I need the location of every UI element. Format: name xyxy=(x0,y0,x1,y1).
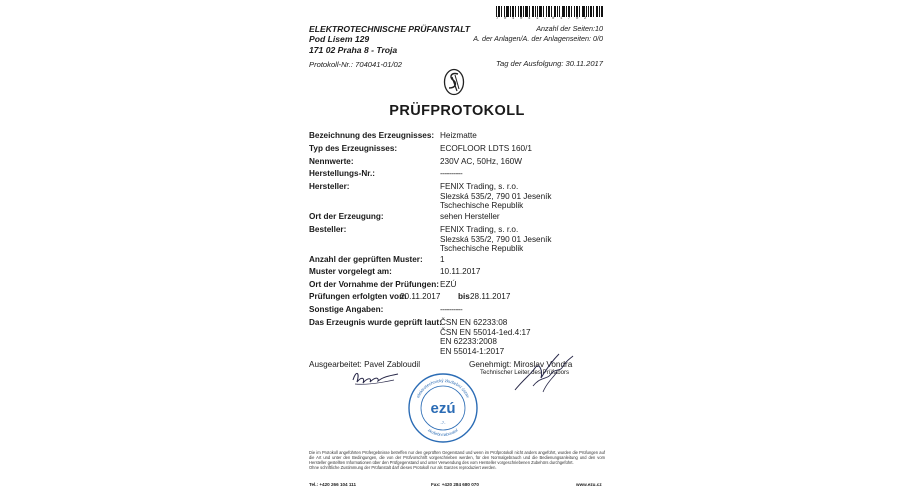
other-info-value: ---------- xyxy=(440,305,463,314)
approver-role: Technischer Leiter des Prüfabors xyxy=(480,369,570,376)
barcode-number: 7 0 4 0 4 1 - 0 1 / 0 2 xyxy=(496,17,589,21)
footer-web[interactable]: www.ezu.cz xyxy=(576,482,602,487)
approved-by: Genehmigt: Miroslav Vondra xyxy=(469,360,573,369)
tests-from-label: Prüfungen erfolgten vom xyxy=(309,292,407,301)
production-place-label: Ort der Erzeugung: xyxy=(309,212,384,221)
protocol-number: Protokoll-Nr.: 704041-01/02 xyxy=(309,60,403,69)
serial-no-value: ---------- xyxy=(440,169,463,178)
manufacturer-label: Hersteller: xyxy=(309,182,350,191)
standard-item: ČSN EN 62233:08 xyxy=(440,318,508,327)
prepared-by: Ausgearbeitet: Pavel Zabloudil xyxy=(309,360,421,369)
serial-no-label: Herstellungs-Nr.: xyxy=(309,169,375,178)
tests-to-label: bis xyxy=(458,292,470,301)
ratings-value: 230V AC, 50Hz, 160W xyxy=(440,157,522,166)
stamp-ring-bottom: zkušební laboratoř xyxy=(427,427,459,438)
submitted-value: 10.11.2017 xyxy=(440,267,481,276)
csn-logo-icon xyxy=(443,68,465,96)
page-info xyxy=(473,24,603,43)
samples-label: Anzahl der geprüften Muster: xyxy=(309,255,423,264)
orderer-label: Besteller: xyxy=(309,225,347,234)
other-info-label: Sonstige Angaben: xyxy=(309,305,384,314)
footer-fax: Fax: +420 284 680 070 xyxy=(431,482,479,487)
orderer-line: FENIX Trading, s. r.o. xyxy=(440,225,519,234)
stamp-number: -7- xyxy=(440,420,446,425)
stamp-center-text: ezú xyxy=(430,400,456,417)
footer-disclaimer: Die im Protokoll angeführten Prüfergebnisse betreffen nur den geprüften Gegenstand und wenn im Prüfprotokoll nicht anders angeführt, wurden die Prüfungen auf die Art und unter den Bedingungen, die von der Prüfvorschrift vorgeschrieben werden, für den Normalgebrauch und die Bedienungsanleitung und den vom Hersteller gestellten Informationen über den Prüfgegenstand und unter Verwendung des vom Hersteller vorgeschriebenen Zubehörs durchgeführt. xyxy=(309,450,605,465)
manufacturer-line: Slezská 535/2, 790 01 Jeseník xyxy=(440,191,552,201)
institute-address xyxy=(309,24,470,55)
standard-item: ČSN EN 55014-1ed.4:17 xyxy=(440,327,531,337)
product-name-label: Bezeichnung des Erzeugnisses: xyxy=(309,131,435,140)
ratings-label: Nennwerte: xyxy=(309,157,354,166)
test-place-value: EZÚ xyxy=(440,280,457,289)
orderer-line: Tschechische Republik xyxy=(440,244,524,254)
manufacturer-line: Tschechische Republik xyxy=(440,201,524,211)
test-place-label: Ort der Vornahme der Prüfungen: xyxy=(309,280,439,289)
page-count: Anzahl der Seiten:10 xyxy=(536,24,603,33)
production-place-value: sehen Hersteller xyxy=(440,212,500,221)
institute-street: Pod Lisem 129 xyxy=(309,34,370,45)
orderer-line: Slezská 535/2, 790 01 Jeseník xyxy=(440,234,552,244)
product-type-value: ECOFLOOR LDTS 160/1 xyxy=(440,144,532,153)
signature-left-icon xyxy=(350,368,400,388)
signature-right-icon xyxy=(513,350,575,394)
stamp-ring-top: elektrotechnický zkušební ústav xyxy=(415,377,471,399)
institute-city: 171 02 Praha 8 - Troja xyxy=(309,44,398,55)
product-name-value: Heizmatte xyxy=(440,131,477,140)
footer-reproduction-note: Ohne schriftliche Zustimmung der Prüfanstalt darf dieses Protokoll nur als Ganzes reproduziert werden. xyxy=(309,464,497,470)
tests-to-value: 28.11.2017 xyxy=(470,292,511,301)
standards-label: Das Erzeugnis wurde geprüft laut: xyxy=(309,318,442,327)
document-title: PRÜFPROTOKOLL xyxy=(389,103,525,119)
issue-date: Tag der Ausfolgung: 30.11.2017 xyxy=(496,59,603,68)
submitted-label: Muster vorgelegt am: xyxy=(309,267,392,276)
samples-value: 1 xyxy=(440,255,445,264)
tests-from-value: 20.11.2017 xyxy=(400,292,441,301)
manufacturer-value xyxy=(440,182,552,211)
institute-name: ELEKTROTECHNISCHE PRÜFANSTALT xyxy=(309,24,471,34)
footer-note xyxy=(309,451,605,471)
footer-tel: Tel.: +420 266 104 111 xyxy=(309,482,357,487)
standard-item: EN 62233:2008 xyxy=(440,337,497,347)
orderer-value xyxy=(440,225,552,254)
standard-item: EN 55014-1:2017 xyxy=(440,346,505,356)
ezu-stamp xyxy=(407,372,479,444)
attachments-count: A. der Anlagen/A. der Anlagenseiten: 0/0 xyxy=(473,33,603,43)
manufacturer-line: FENIX Trading, s. r.o. xyxy=(440,182,519,191)
product-type-label: Typ des Erzeugnisses: xyxy=(309,144,398,153)
